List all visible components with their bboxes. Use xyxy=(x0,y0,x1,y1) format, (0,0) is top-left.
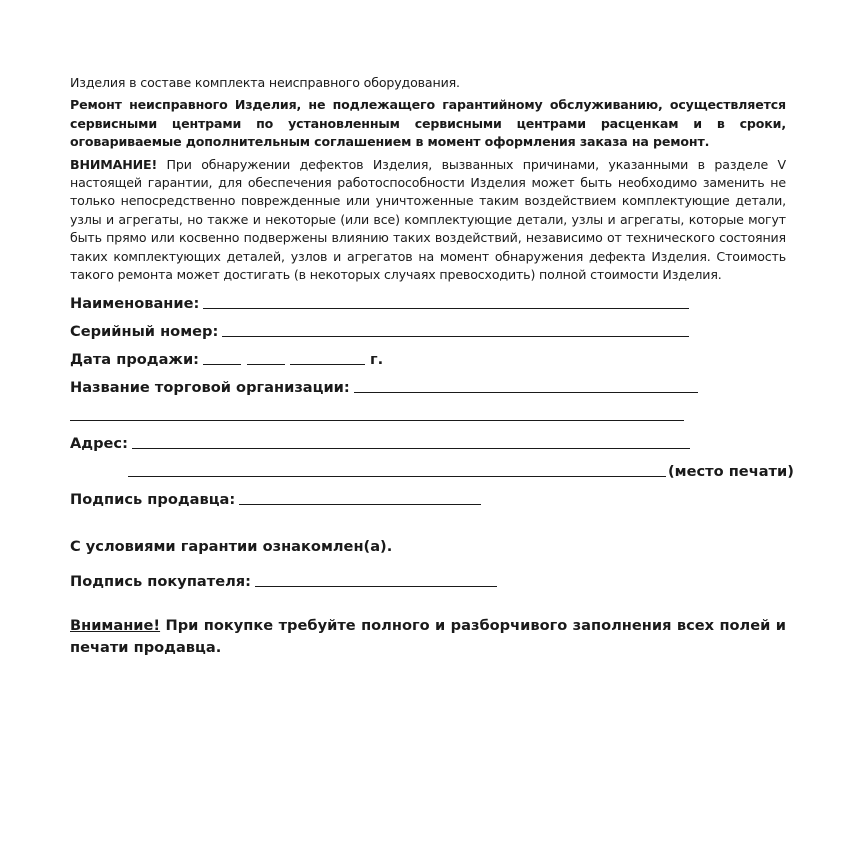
sale-date-field[interactable] xyxy=(70,346,383,368)
purchase-warning xyxy=(70,615,786,659)
repair-note: Ремонт неисправного Изделия, не подлежащего гарантийному обслуживанию, осуществляется сервисными центрами по установленным сервисными центрами расценкам и в сроки, оговариваемые дополнительным соглашением в момент оформления заказа на ремонт. xyxy=(70,97,786,150)
store-name-field[interactable] xyxy=(70,374,698,396)
intro-line: Изделия в составе комплекта неисправного оборудования. xyxy=(70,75,460,90)
address-continuation-line[interactable] xyxy=(128,476,666,477)
product-name-label: Наименование: xyxy=(70,295,200,312)
store-name-continuation-line[interactable] xyxy=(70,420,684,421)
seller-signature-field[interactable] xyxy=(70,486,481,508)
store-name-label: Название торговой организации: xyxy=(70,379,350,396)
sale-date-label: Дата продажи: xyxy=(70,351,200,368)
buyer-signature-line[interactable] xyxy=(255,586,497,587)
sale-year-line[interactable] xyxy=(290,364,365,365)
buyer-signature-field[interactable] xyxy=(70,568,497,590)
warning-label: Внимание! xyxy=(70,617,161,634)
seal-place-label: (место печати) xyxy=(668,463,794,480)
sale-month-line[interactable] xyxy=(247,364,285,365)
attention-text: При обнаружении дефектов Изделия, вызванных причинами, указанными в разделе V настоящей гарантии, для обеспечения работоспособности Изделия может быть необходимо заменить не только непосредственно поврежденные или уничтоженные таким воздействием комплектующие детали, узлы и агрегаты, но также и некоторые (или все) комплектующие детали, узлы и агрегаты, которые могут быть прямо или косвенно подвержены влиянию таких воздействий, независимо от технического состояния таких комплектующих деталей, узлов и агрегатов на момент обнаружения дефекта Изделия. Стоимость такого ремонта может достигать (в некоторых случаях превосходить) полной стоимости Изделия. xyxy=(70,156,786,283)
serial-number-label: Серийный номер: xyxy=(70,323,219,340)
serial-number-field[interactable] xyxy=(70,318,689,340)
sale-day-line[interactable] xyxy=(203,364,241,365)
year-suffix: г. xyxy=(370,351,384,368)
acknowledgement: С условиями гарантии ознакомлен(а). xyxy=(70,538,393,555)
warranty-text-block xyxy=(70,74,786,284)
attention-paragraph xyxy=(70,156,786,285)
serial-number-line[interactable] xyxy=(222,336,689,337)
store-name-line[interactable] xyxy=(354,392,698,393)
address-field[interactable] xyxy=(70,430,690,452)
buyer-signature-label: Подпись покупателя: xyxy=(70,573,252,590)
product-name-field[interactable] xyxy=(70,290,689,312)
seller-signature-line[interactable] xyxy=(239,504,481,505)
address-line-2-field[interactable] xyxy=(128,458,794,480)
seller-signature-label: Подпись продавца: xyxy=(70,491,236,508)
address-label: Адрес: xyxy=(70,435,128,452)
warning-text: При покупке требуйте полного и разборчивого заполнения всех полей и печати продавца. xyxy=(70,617,786,656)
store-name-line-2[interactable] xyxy=(70,402,684,424)
product-name-line[interactable] xyxy=(203,308,689,309)
attention-label: ВНИМАНИЕ! xyxy=(70,156,158,172)
address-line[interactable] xyxy=(132,448,690,449)
